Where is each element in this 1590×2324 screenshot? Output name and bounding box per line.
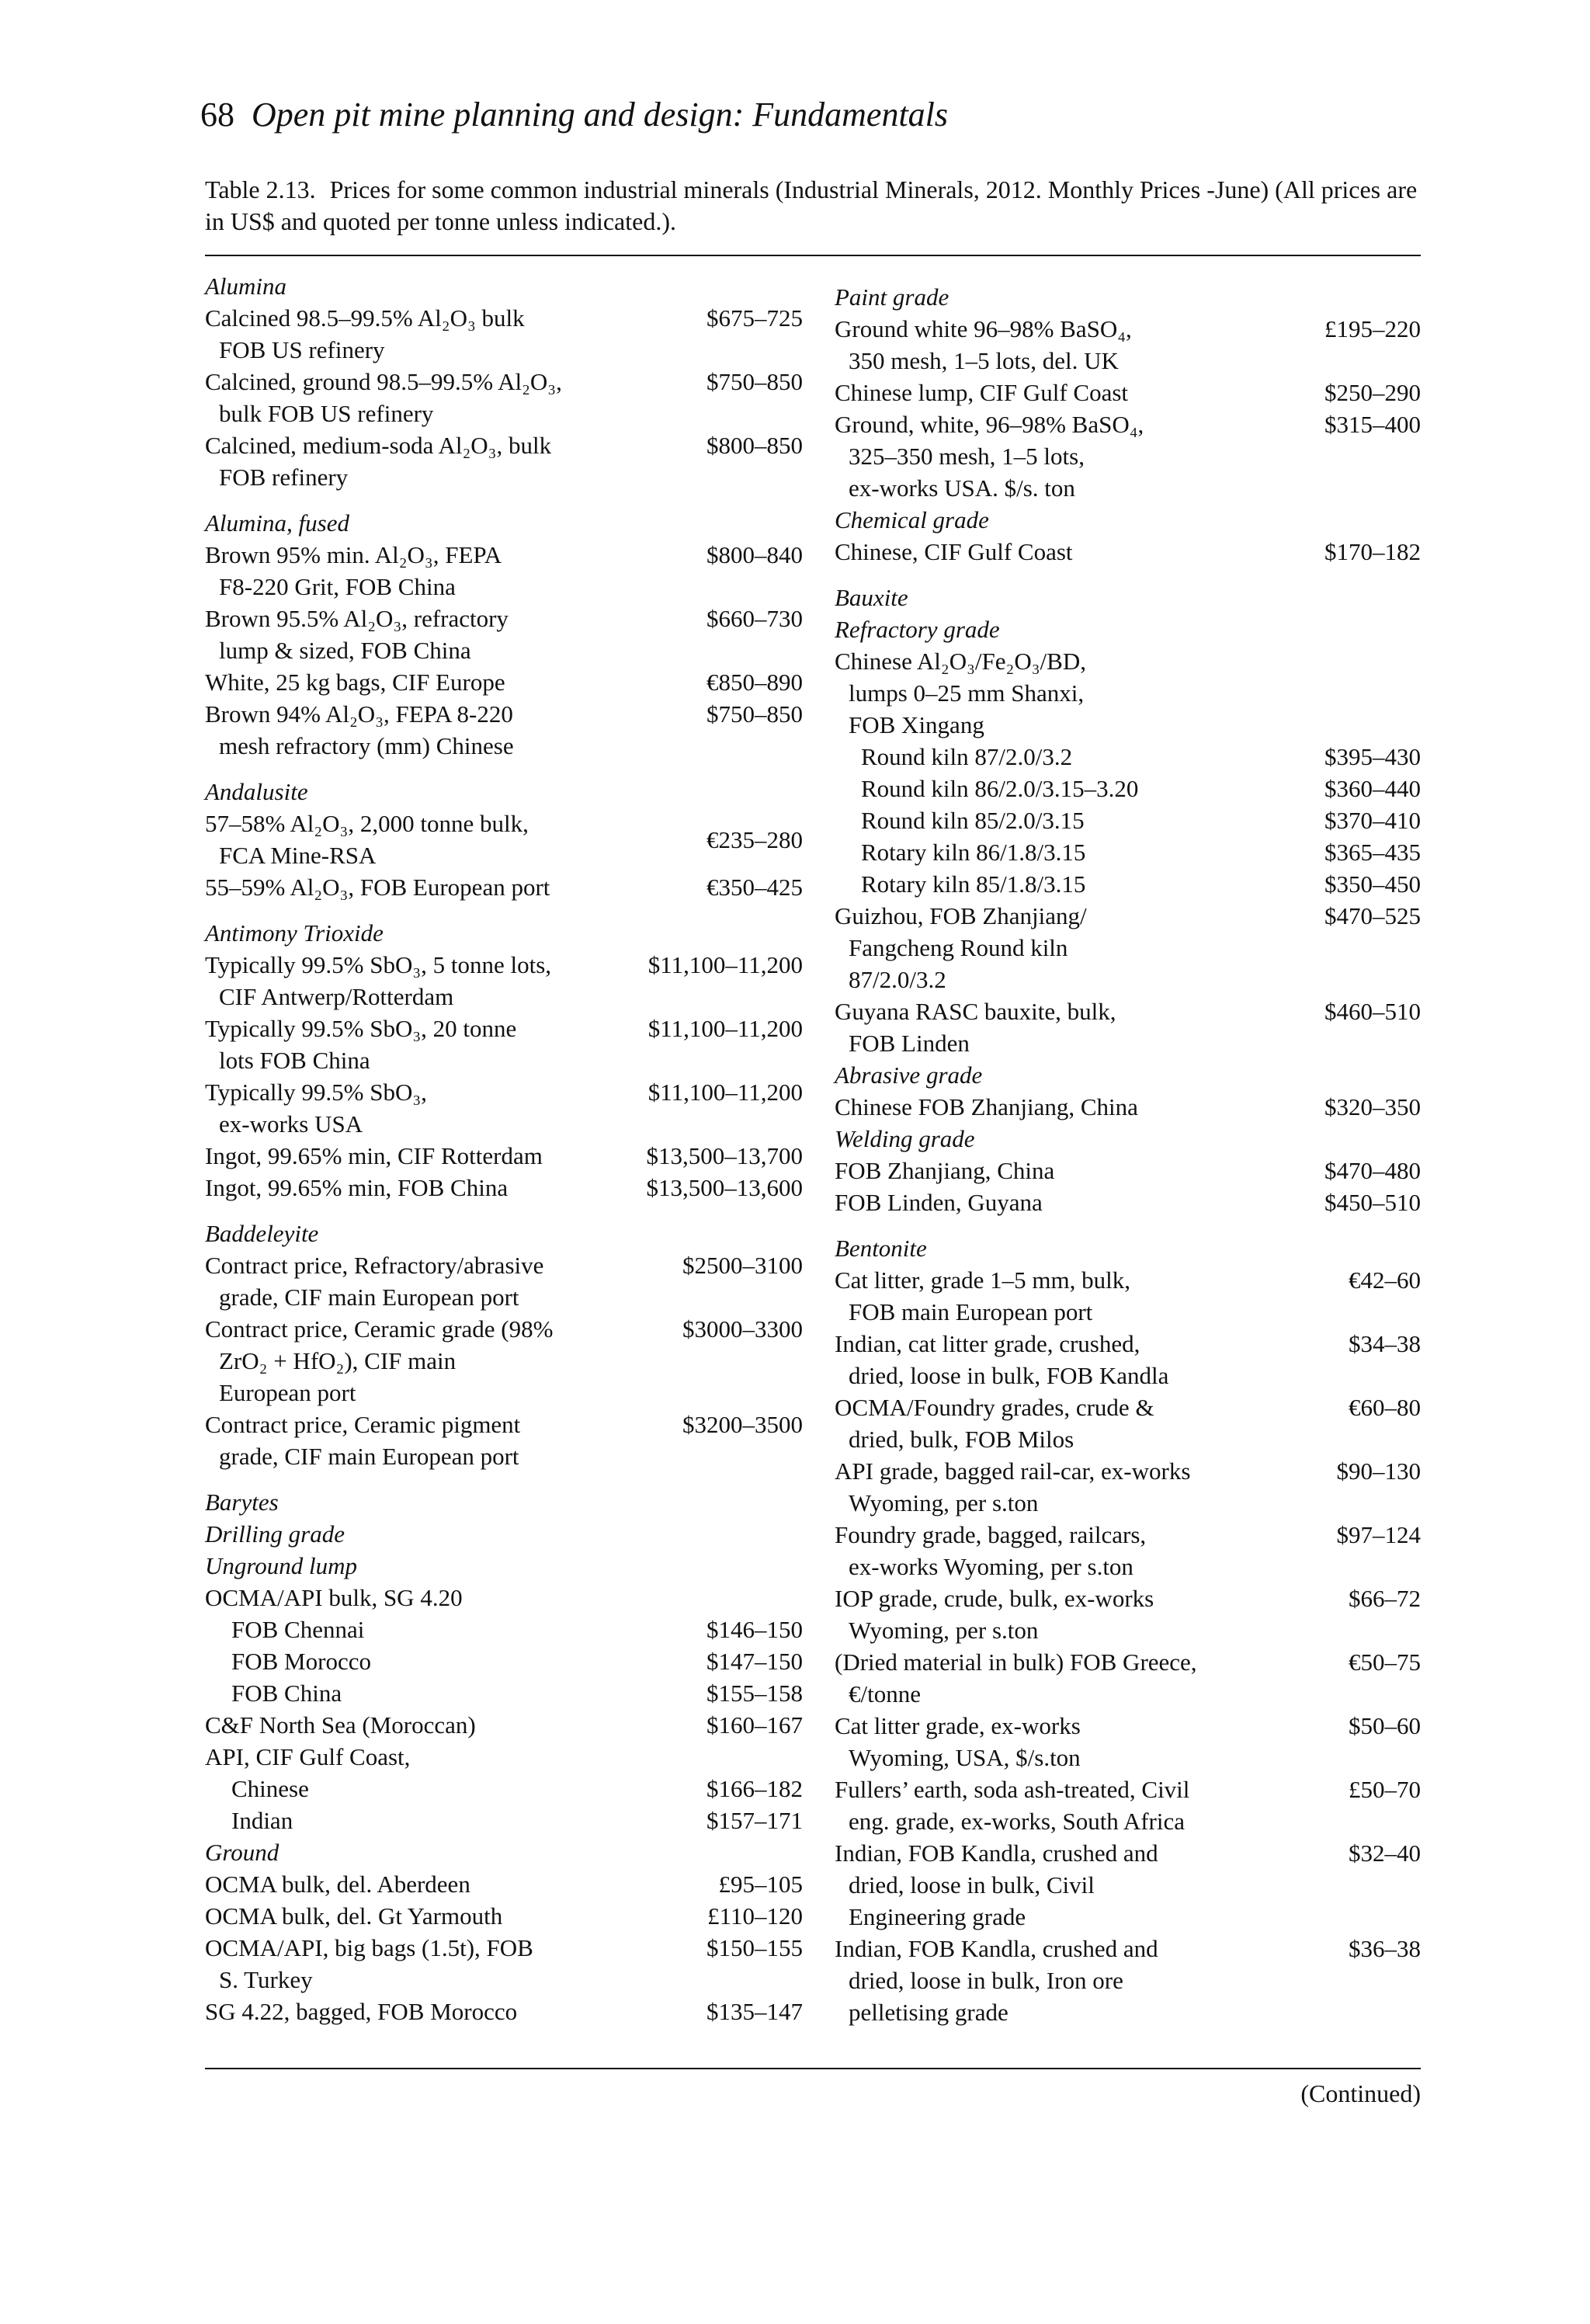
description-line: Round kiln 87/2.0/3.2 (861, 743, 1073, 770)
description-line: Fullers’ earth, soda ash-treated, Civil (835, 1776, 1190, 1803)
description-line: SG 4.22, bagged, FOB Morocco (205, 1998, 518, 2025)
row-description (835, 1837, 1349, 1933)
table-row (205, 1868, 803, 1900)
price-cell: £50–70 (1349, 1776, 1421, 1803)
subsection-heading: Unground lump (205, 1552, 358, 1579)
row-description (835, 313, 1324, 377)
description-line: Chinese FOB Zhanjiang, China (835, 1093, 1138, 1120)
description-line: Rotary kiln 86/1.8/3.15 (861, 839, 1086, 866)
price-cell: €850–890 (706, 669, 803, 696)
table-row (835, 804, 1421, 836)
table-row (205, 429, 803, 493)
row-description (835, 1186, 1324, 1218)
price-cell: $13,500–13,700 (646, 1142, 803, 1169)
price-cell: $155–158 (706, 1680, 803, 1707)
description-line: 325–350 mesh, 1–5 lots, (849, 443, 1085, 470)
description-line: eng. grade, ex-works, South Africa (849, 1808, 1186, 1835)
description-line: S. Turkey (219, 1966, 313, 1993)
description-line: lump & sized, FOB China (219, 637, 471, 664)
row-description (205, 1140, 647, 1172)
description-line: Cat litter grade, ex-works (835, 1712, 1081, 1739)
description-line: lumps 0–25 mm Shanxi, (849, 679, 1085, 707)
table-row (835, 741, 1421, 773)
table-section (835, 1232, 1421, 2028)
row-description (835, 773, 1324, 804)
table-row (835, 1091, 1421, 1123)
row-description (205, 366, 706, 429)
table-section (205, 1486, 803, 2027)
table-row (205, 949, 803, 1013)
description-line: C&F North Sea (Moroccan) (205, 1711, 476, 1739)
row-description (205, 808, 706, 871)
description-line: FOB China (231, 1680, 342, 1707)
description-line: FOB Chennai (231, 1616, 365, 1643)
table-right-column (835, 281, 1421, 2028)
price-cell: $800–840 (706, 541, 803, 568)
description-line: OCMA bulk, del. Gt Yarmouth (205, 1902, 503, 1930)
description-line: 55–59% Al₂O₃, FOB European port (205, 874, 550, 901)
description-line: Indian, cat litter grade, crushed, (835, 1330, 1140, 1357)
description-line: grade, CIF main European port (219, 1284, 519, 1311)
description-line: Guyana RASC bauxite, bulk, (835, 998, 1116, 1025)
row-description (835, 1155, 1324, 1186)
price-cell: $97–124 (1336, 1521, 1421, 1548)
table-row (205, 539, 803, 603)
description-line: 87/2.0/3.2 (849, 966, 946, 993)
description-line: Chinese (231, 1775, 309, 1802)
description-line: Calcined 98.5–99.5% Al₂O₃ bulk (205, 304, 525, 332)
price-cell: $470–525 (1324, 902, 1421, 929)
section-heading: Baddeleyite (205, 1220, 319, 1247)
price-cell: $150–155 (706, 1934, 803, 1961)
row-description (205, 539, 706, 603)
price-cell: $250–290 (1324, 379, 1421, 406)
description-line: 350 mesh, 1–5 lots, del. UK (849, 347, 1119, 374)
description-line: FOB Linden (849, 1030, 970, 1057)
table-row (205, 1645, 803, 1677)
price-cell: €60–80 (1349, 1394, 1421, 1421)
description-line: OCMA bulk, del. Aberdeen (205, 1871, 470, 1898)
price-cell: $170–182 (1324, 538, 1421, 565)
price-cell: $350–450 (1324, 870, 1421, 898)
row-description (205, 1645, 706, 1677)
description-line: Ingot, 99.65% min, CIF Rotterdam (205, 1142, 543, 1169)
description-line: Indian, FOB Kandla, crushed and (835, 1935, 1158, 1962)
row-description (205, 1773, 706, 1805)
price-cell: $66–72 (1349, 1585, 1421, 1612)
row-description (835, 645, 1421, 741)
price-cell: $365–435 (1324, 839, 1421, 866)
price-cell: $11,100–11,200 (647, 951, 803, 978)
row-description (835, 536, 1324, 568)
price-cell: £95–105 (718, 1871, 803, 1898)
table-section (205, 776, 803, 903)
table-row (835, 1710, 1421, 1773)
table-row (205, 1409, 803, 1472)
table-row (205, 1076, 803, 1140)
table-section (205, 270, 803, 493)
table-row (205, 1140, 803, 1172)
row-description (835, 1328, 1349, 1391)
row-description (835, 1264, 1349, 1328)
row-description (205, 1249, 682, 1313)
table-row (835, 1646, 1421, 1710)
description-line: Calcined, medium-soda Al₂O₃, bulk (205, 432, 552, 459)
price-cell: $166–182 (706, 1775, 803, 1802)
description-line: Chinese Al₂O₃/Fe₂O₃/BD, (835, 648, 1086, 675)
table-row (205, 666, 803, 698)
price-cell: $750–850 (706, 700, 803, 728)
table-label: Table 2.13. (205, 175, 316, 203)
price-cell: $675–725 (706, 304, 803, 332)
price-cell: $315–400 (1324, 411, 1421, 438)
row-description (835, 836, 1324, 868)
description-line: Wyoming, per s.ton (849, 1617, 1039, 1644)
price-cell: $135–147 (706, 1998, 803, 2025)
table-row (205, 1249, 803, 1313)
table-row (205, 1677, 803, 1709)
description-line: Contract price, Ceramic pigment (205, 1411, 521, 1438)
section-heading: Alumina, fused (205, 509, 349, 537)
subsection-heading: Refractory grade (835, 616, 1000, 643)
price-cell: $146–150 (706, 1616, 803, 1643)
table-section (835, 582, 1421, 1218)
table-row (835, 645, 1421, 741)
description-line: lots FOB China (219, 1047, 370, 1074)
row-description (205, 1013, 648, 1076)
price-cell: $147–150 (706, 1648, 803, 1675)
description-line: mesh refractory (mm) Chinese (219, 732, 514, 759)
description-line: Wyoming, USA, $/s.ton (849, 1744, 1081, 1771)
row-description (205, 1709, 706, 1741)
table-row (205, 1900, 803, 1932)
row-description (205, 1996, 706, 2027)
description-line: OCMA/API, big bags (1.5t), FOB (205, 1934, 533, 1961)
table-row (205, 1805, 803, 1836)
price-cell: $395–430 (1324, 743, 1421, 770)
table-row (835, 836, 1421, 868)
price-cell: $50–60 (1349, 1712, 1421, 1739)
row-description (835, 741, 1324, 773)
price-cell: €50–75 (1349, 1648, 1421, 1676)
row-description (205, 666, 706, 698)
description-line: grade, CIF main European port (219, 1443, 519, 1470)
table-row (205, 1313, 803, 1409)
table-row (835, 995, 1421, 1059)
table-caption (205, 174, 1432, 238)
price-cell: $32–40 (1349, 1839, 1421, 1867)
description-line: pelletising grade (849, 1999, 1009, 2026)
table-row (205, 603, 803, 666)
page-number: 68 (200, 96, 234, 134)
section-heading: Bentonite (835, 1235, 927, 1262)
price-cell: $320–350 (1324, 1093, 1421, 1120)
table-row (205, 1709, 803, 1741)
price-cell: $2500–3100 (682, 1252, 803, 1279)
row-description (205, 871, 706, 903)
table-section (205, 917, 803, 1204)
description-line: Chinese lump, CIF Gulf Coast (835, 379, 1129, 406)
row-description (835, 1582, 1349, 1646)
description-line: FOB US refinery (219, 336, 385, 363)
description-line: ex-works Wyoming, per s.ton (849, 1553, 1133, 1580)
description-line: Calcined, ground 98.5–99.5% Al₂O₃, (205, 368, 562, 395)
description-line: Brown 94% Al₂O₃, FEPA 8-220 (205, 700, 513, 728)
table-row (205, 1172, 803, 1204)
row-description (205, 302, 706, 366)
description-line: API grade, bagged rail-car, ex-works (835, 1457, 1191, 1485)
table-caption-text: Prices for some common industrial minerals (Industrial Minerals, 2012. Monthly Prices -June) (All prices are in US$ and quoted per tonne unless indicated.). (205, 175, 1418, 235)
table-left-column (205, 270, 803, 2027)
row-description (205, 1900, 707, 1932)
table-row (835, 1582, 1421, 1646)
row-description (205, 1614, 706, 1645)
description-line: dried, loose in bulk, Iron ore (849, 1967, 1123, 1994)
table-row (835, 1455, 1421, 1519)
price-cell: €350–425 (706, 874, 803, 901)
description-line: Typically 99.5% SbO₃, 5 tonne lots, (205, 951, 552, 978)
description-line: Contract price, Ceramic grade (98% (205, 1315, 554, 1343)
table-row (205, 698, 803, 762)
description-line: ex-works USA (219, 1110, 363, 1138)
description-line: dried, loose in bulk, FOB Kandla (849, 1362, 1169, 1389)
description-line: CIF Antwerp/Rotterdam (219, 983, 454, 1010)
table-section (835, 281, 1421, 568)
table-row (835, 1773, 1421, 1837)
book-title: Open pit mine planning and design: Fundamentals (252, 96, 949, 134)
table-bottom-rule (205, 2068, 1421, 2069)
table-row (835, 900, 1421, 995)
description-line: Indian (231, 1807, 293, 1834)
description-line: OCMA/API bulk, SG 4.20 (205, 1584, 463, 1611)
row-description (205, 1932, 706, 1996)
section-heading: Antimony Trioxide (205, 919, 384, 947)
description-line: Cat litter, grade 1–5 mm, bulk, (835, 1266, 1131, 1294)
description-line: Contract price, Refractory/abrasive (205, 1252, 544, 1279)
table-section (205, 1218, 803, 1472)
price-cell: $360–440 (1324, 775, 1421, 802)
description-line: Rotary kiln 85/1.8/3.15 (861, 870, 1086, 898)
row-description (205, 1313, 682, 1409)
price-cell: $370–410 (1324, 807, 1421, 834)
table-row (205, 1582, 803, 1614)
price-cell: $3000–3300 (682, 1315, 803, 1343)
price-cell: $660–730 (706, 605, 803, 632)
description-line: Guizhou, FOB Zhanjiang/ (835, 902, 1087, 929)
price-cell: $460–510 (1324, 998, 1421, 1025)
table-row (835, 408, 1421, 504)
table-row (205, 1932, 803, 1996)
row-description (835, 1710, 1349, 1773)
description-line: Foundry grade, bagged, railcars, (835, 1521, 1147, 1548)
row-description (835, 1933, 1349, 2028)
row-description (835, 868, 1324, 900)
description-line: F8-220 Grit, FOB China (219, 573, 456, 600)
price-cell: $36–38 (1349, 1935, 1421, 1962)
description-line: FCA Mine-RSA (219, 842, 377, 869)
row-description (205, 1805, 706, 1836)
table-row (205, 1013, 803, 1076)
description-line: dried, loose in bulk, Civil (849, 1871, 1095, 1898)
row-description (205, 1409, 682, 1472)
description-line: IOP grade, crude, bulk, ex-works (835, 1585, 1154, 1612)
description-line: Round kiln 85/2.0/3.15 (861, 807, 1085, 834)
row-description (835, 804, 1324, 836)
subsection-heading: Welding grade (835, 1125, 975, 1152)
description-line: Typically 99.5% SbO₃, 20 tonne (205, 1015, 517, 1042)
section-heading: Andalusite (205, 778, 308, 805)
row-description (835, 1455, 1337, 1519)
price-cell: $34–38 (1349, 1330, 1421, 1357)
price-cell: $470–480 (1324, 1157, 1421, 1184)
description-line: (Dried material in bulk) FOB Greece, (835, 1648, 1197, 1676)
section-heading: Alumina (205, 273, 287, 300)
description-line: Ground, white, 96–98% BaSO₄, (835, 411, 1144, 438)
price-cell: $157–171 (706, 1807, 803, 1834)
description-line: Round kiln 86/2.0/3.15–3.20 (861, 775, 1139, 802)
price-cell: $3200–3500 (682, 1411, 803, 1438)
description-line: Brown 95.5% Al₂O₃, refractory (205, 605, 509, 632)
description-line: ZrO₂ + HfO₂), CIF main (219, 1347, 457, 1374)
description-line: 57–58% Al₂O₃, 2,000 tonne bulk, (205, 810, 529, 837)
subsection-heading: Paint grade (835, 283, 949, 311)
row-description (205, 949, 648, 1013)
table-row (835, 1328, 1421, 1391)
row-description (835, 900, 1324, 995)
row-description (205, 1172, 647, 1204)
description-line: Typically 99.5% SbO₃, (205, 1079, 427, 1106)
table-row (205, 808, 803, 871)
description-line: API, CIF Gulf Coast, (205, 1743, 411, 1770)
description-line: FOB refinery (219, 464, 349, 491)
description-line: FOB Zhanjiang, China (835, 1157, 1055, 1184)
row-description (835, 408, 1324, 504)
price-cell: £195–220 (1324, 315, 1421, 342)
row-description (835, 995, 1324, 1059)
table-row (835, 1519, 1421, 1582)
description-line: Ingot, 99.65% min, FOB China (205, 1174, 509, 1201)
table-row (835, 1186, 1421, 1218)
row-description (205, 1868, 719, 1900)
row-description (205, 1741, 803, 1773)
description-line: FOB main European port (849, 1298, 1093, 1325)
table-row (835, 773, 1421, 804)
table-row (835, 377, 1421, 408)
price-cell: $11,100–11,200 (647, 1079, 803, 1106)
row-description (205, 429, 706, 493)
row-description (205, 603, 706, 666)
table-row (835, 536, 1421, 568)
price-cell: $11,100–11,200 (647, 1015, 803, 1042)
description-line: Indian, FOB Kandla, crushed and (835, 1839, 1158, 1867)
row-description (205, 698, 706, 762)
description-line: €/tonne (849, 1680, 921, 1707)
table-row (835, 868, 1421, 900)
table-row (835, 313, 1421, 377)
table-row (205, 1996, 803, 2027)
description-line: European port (219, 1379, 356, 1406)
table-row (205, 1773, 803, 1805)
row-description (835, 1646, 1349, 1710)
description-line: Chinese, CIF Gulf Coast (835, 538, 1073, 565)
row-description (835, 1519, 1337, 1582)
description-line: bulk FOB US refinery (219, 400, 434, 427)
price-cell: $450–510 (1324, 1189, 1421, 1216)
table-row (205, 1741, 803, 1773)
table-row (205, 302, 803, 366)
row-description (835, 1773, 1349, 1837)
description-line: OCMA/Foundry grades, crude & (835, 1394, 1154, 1421)
row-description (205, 1677, 706, 1709)
table-row (205, 366, 803, 429)
subsection-heading: Chemical grade (835, 506, 989, 533)
description-line: dried, bulk, FOB Milos (849, 1426, 1074, 1453)
description-line: Fangcheng Round kiln (849, 934, 1068, 961)
row-description (205, 1582, 803, 1614)
price-cell: €235–280 (706, 825, 803, 853)
subsection-heading: Drilling grade (205, 1520, 345, 1548)
table-row (835, 1933, 1421, 2028)
price-cell: $160–167 (706, 1711, 803, 1739)
price-cell: $90–130 (1336, 1457, 1421, 1485)
section-heading: Bauxite (835, 584, 908, 611)
running-header (200, 93, 948, 137)
price-cell: €42–60 (1349, 1266, 1421, 1294)
description-line: FOB Linden, Guyana (835, 1189, 1043, 1216)
description-line: ex-works USA. $/s. ton (849, 474, 1075, 502)
table-top-rule (205, 255, 1421, 256)
description-line: White, 25 kg bags, CIF Europe (205, 669, 505, 696)
description-line: Wyoming, per s.ton (849, 1489, 1039, 1516)
description-line: FOB Morocco (231, 1648, 371, 1675)
price-cell: $750–850 (706, 368, 803, 395)
price-cell: $13,500–13,600 (646, 1174, 803, 1201)
description-line: Ground white 96–98% BaSO₄, (835, 315, 1132, 342)
row-description (835, 1091, 1324, 1123)
section-heading: Barytes (205, 1489, 279, 1516)
table-row (835, 1837, 1421, 1933)
description-line: Engineering grade (849, 1903, 1026, 1930)
table-row (835, 1155, 1421, 1186)
row-description (835, 377, 1324, 408)
subsection-heading: Abrasive grade (835, 1061, 983, 1089)
price-cell: $800–850 (706, 432, 803, 459)
continued-note: (Continued) (1300, 2079, 1421, 2107)
subsection-heading: Ground (205, 1839, 279, 1866)
description-line: Brown 95% min. Al₂O₃, FEPA (205, 541, 502, 568)
table-row (205, 871, 803, 903)
table-section (205, 507, 803, 762)
description-line: FOB Xingang (849, 711, 984, 738)
table-row (205, 1614, 803, 1645)
row-description (205, 1076, 648, 1140)
table-row (835, 1264, 1421, 1328)
table-row (835, 1391, 1421, 1455)
row-description (835, 1391, 1349, 1455)
price-cell: £110–120 (707, 1902, 803, 1930)
